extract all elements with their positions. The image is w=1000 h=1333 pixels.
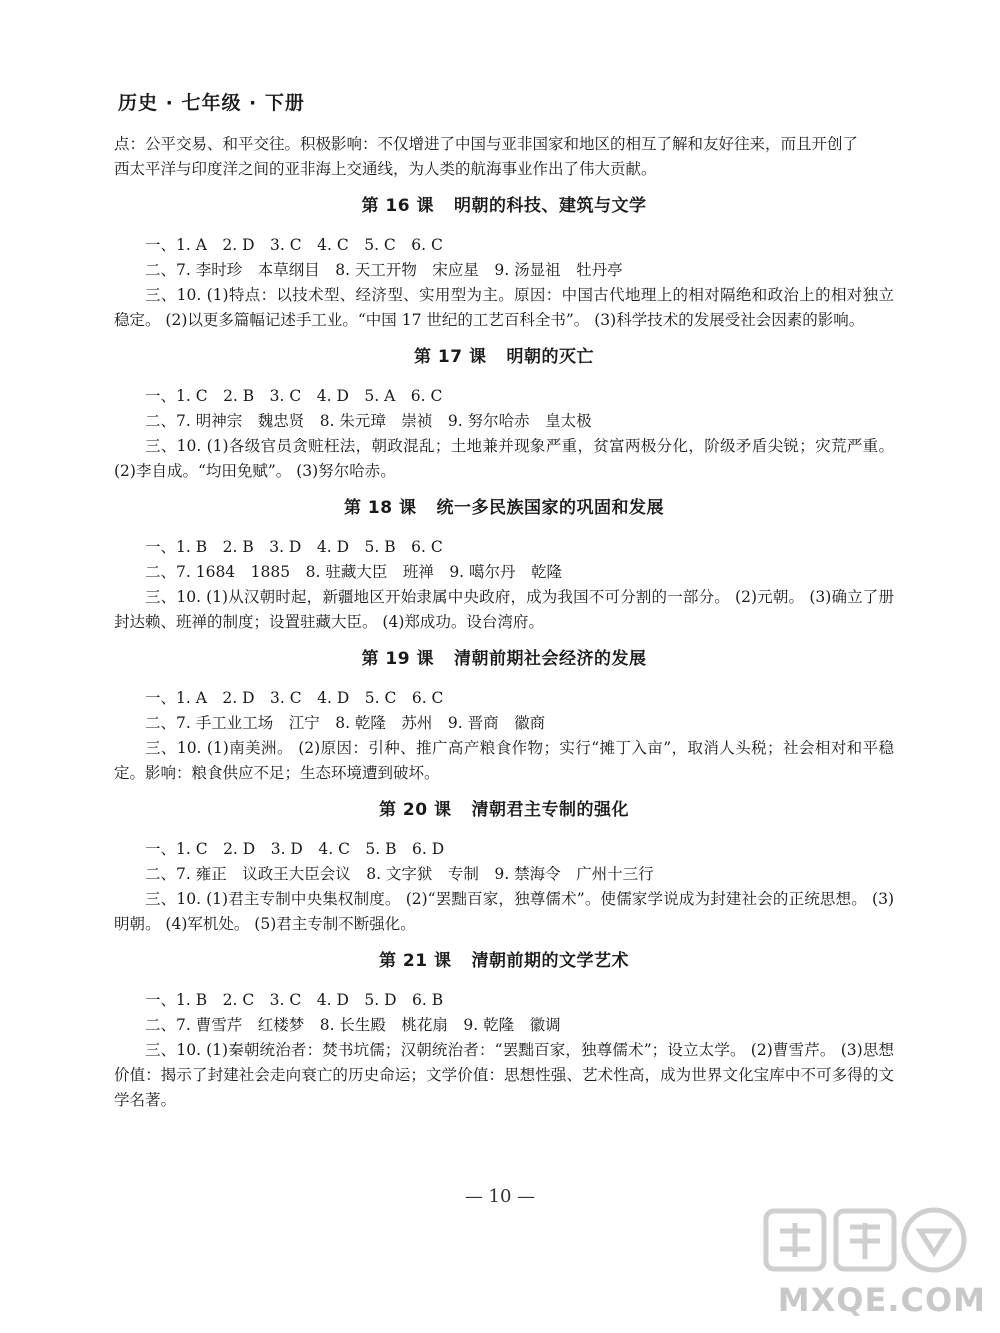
answer-line: 一、1. B 2. C 3. C 4. D 5. D 6. B bbox=[145, 991, 444, 1009]
lesson-number: 第 20 课 bbox=[379, 800, 452, 820]
answer-line: 三、10. (1)特点：以技术型、经济型、实用型为主。原因：中国古代地理上的相对隔绝和政治上的相对独立稳定。 (2)以更多篇幅记述手工业。“中国 17 世纪的工艺百科全书”。 (3)科学技术的发展受社会因素的影响。 bbox=[114, 286, 894, 329]
lesson-section bbox=[114, 949, 894, 1113]
watermark-logo-icon bbox=[762, 1201, 972, 1281]
answer-line: 三、10. (1)君主专制中央集权制度。 (2)“罢黜百家，独尊儒术”。使儒家学说成为封建社会的正统思想。 (3)明朝。 (4)军机处。 (5)君主专制不断强化。 bbox=[114, 890, 894, 933]
answer-line: 一、1. C 2. D 3. D 4. C 5. B 6. D bbox=[145, 840, 445, 858]
answer-line: 一、1. A 2. D 3. C 4. D 5. C 6. C bbox=[145, 689, 444, 707]
lesson-section bbox=[114, 798, 894, 937]
answer-line: 三、10. (1)南美洲。 (2)原因：引种、推广高产粮食作物；实行“摊丁入亩”，取消人头税；社会相对和平稳定。影响：粮食供应不足；生态环境遭到破坏。 bbox=[114, 739, 894, 782]
answer-line: 二、7. 曹雪芹 红楼梦 8. 长生殿 桃花扇 9. 乾隆 徽调 bbox=[145, 1016, 561, 1034]
lesson-name: 明朝的灭亡 bbox=[506, 347, 594, 367]
lesson-name: 清朝君主专制的强化 bbox=[471, 800, 629, 820]
answer-content bbox=[114, 132, 894, 1113]
lesson-title bbox=[114, 345, 894, 370]
answer-line: 二、7. 明神宗 魏忠贤 8. 朱元璋 崇祯 9. 努尔哈赤 皇太极 bbox=[145, 412, 592, 430]
lesson-number: 第 17 课 bbox=[414, 347, 487, 367]
lesson-title bbox=[114, 194, 894, 219]
lesson-name: 明朝的科技、建筑与文学 bbox=[454, 196, 647, 216]
answer-line: 三、10. (1)各级官员贪赃枉法，朝政混乱；土地兼并现象严重，贫富两极分化，阶级矛盾尖锐；灾荒严重。 (2)李自成。“均田免赋”。 (3)努尔哈赤。 bbox=[114, 437, 894, 480]
lesson-title bbox=[114, 949, 894, 974]
lesson-title bbox=[114, 647, 894, 672]
lesson-section bbox=[114, 345, 894, 484]
lesson-section bbox=[114, 647, 894, 786]
page-header: 历史 · 七年级 · 下册 bbox=[118, 92, 305, 114]
page-number: — 10 — bbox=[464, 1186, 536, 1207]
lesson-title bbox=[114, 798, 894, 823]
answer-line: 一、1. A 2. D 3. C 4. C 5. C 6. C bbox=[145, 236, 443, 254]
lesson-name: 清朝前期社会经济的发展 bbox=[454, 649, 647, 669]
answer-line: 二、7. 手工业工场 江宁 8. 乾隆 苏州 9. 晋商 徽商 bbox=[145, 714, 546, 732]
answer-line: 二、7. 雍正 议政王大臣会议 8. 文字狱 专制 9. 禁海令 广州十三行 bbox=[145, 865, 654, 883]
watermark-site: MXQE.COM bbox=[777, 1281, 986, 1319]
answer-line: 三、10. (1)秦朝统治者：焚书坑儒；汉朝统治者：“罢黜百家，独尊儒术”；设立太学。 (2)曹雪芹。 (3)思想价值：揭示了封建社会走向衰亡的历史命运；文学价值：思想性强、艺术性高，成为世界文化宝库中不可多得的文学名著。 bbox=[114, 1041, 894, 1109]
lesson-name: 统一多民族国家的巩固和发展 bbox=[436, 498, 664, 518]
lesson-number: 第 16 课 bbox=[361, 196, 434, 216]
lesson-section bbox=[114, 194, 894, 333]
answer-line: 一、1. C 2. B 3. C 4. D 5. A 6. C bbox=[145, 387, 443, 405]
intro-line: 西太平洋与印度洋之间的亚非海上交通线，为人类的航海事业作出了伟大贡献。 bbox=[114, 160, 657, 178]
lesson-title bbox=[114, 496, 894, 521]
answer-line: 三、10. (1)从汉朝时起，新疆地区开始隶属中央政府，成为我国不可分割的一部分。 (2)元朝。 (3)确立了册封达赖、班禅的制度；设置驻藏大臣。 (4)郑成功。设台湾府。 bbox=[114, 588, 894, 631]
lesson-number: 第 18 课 bbox=[344, 498, 417, 518]
answer-line: 二、7. 李时珍 本草纲目 8. 天工开物 宋应星 9. 汤显祖 牡丹亭 bbox=[145, 261, 623, 279]
lesson-number: 第 21 课 bbox=[379, 951, 452, 971]
lesson-section bbox=[114, 496, 894, 635]
lesson-name: 清朝前期的文学艺术 bbox=[471, 951, 629, 971]
answer-line: 二、7. 1684 1885 8. 驻藏大臣 班禅 9. 噶尔丹 乾隆 bbox=[145, 563, 563, 581]
answer-line: 一、1. B 2. B 3. D 4. D 5. B 6. C bbox=[145, 538, 443, 556]
lesson-number: 第 19 课 bbox=[361, 649, 434, 669]
intro-line: 点：公平交易、和平交往。积极影响：不仅增进了中国与亚非国家和地区的相互了解和友好往来，而且开创了 bbox=[114, 135, 859, 153]
watermark bbox=[756, 1169, 986, 1319]
